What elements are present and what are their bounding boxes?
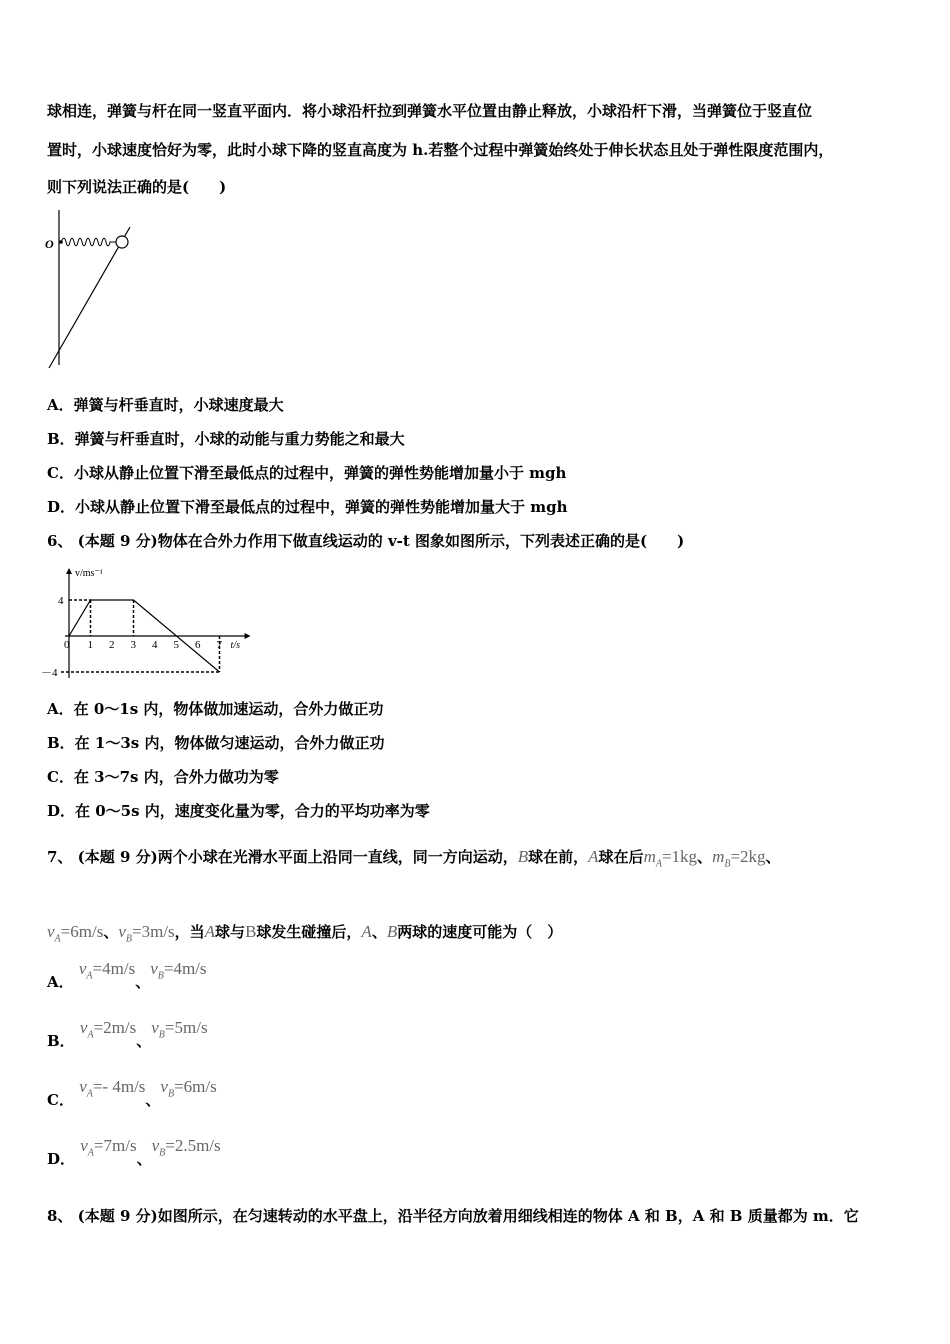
- q7-option-b: B． $v_A=2m/s$、$v_B=5m/s$: [47, 1018, 208, 1050]
- ball-icon: [116, 236, 128, 248]
- math-a: A: [361, 922, 372, 941]
- q7-end: 两球的速度可能为（ ）: [397, 923, 563, 941]
- inclined-rod: [49, 227, 130, 368]
- point-o-label: O: [45, 237, 54, 251]
- math-velocity-b: $v_B=3m/s$: [118, 922, 175, 945]
- x-tick-label: 2: [109, 639, 115, 651]
- q6-option-c: C．在 3～7s 内，合外力做功为零: [47, 768, 279, 786]
- math-mass-a: $m_A=1kg$: [643, 847, 698, 870]
- sep: 、: [371, 923, 387, 941]
- math-mass-b: $m_B=2kg$: [712, 847, 766, 870]
- q5-stem-line-3: 则下列说法正确的是( ): [47, 178, 227, 196]
- spring-rod-figure: [40, 205, 140, 375]
- q7-when: ，当: [174, 923, 205, 941]
- x-axis-label: t/s: [230, 640, 241, 651]
- tick-labels: [41, 595, 223, 679]
- q6-option-b: B．在 1～3s 内，物体做匀速运动，合外力做正功: [47, 734, 385, 752]
- x-tick-label: 4: [152, 639, 158, 651]
- math-b: B: [517, 847, 529, 866]
- x-axis-arrow: [245, 633, 251, 639]
- q7-option-a: A． $v_A=4m/s$、$v_B=4m/s$: [47, 959, 207, 991]
- math-a: A: [204, 922, 216, 941]
- y-axis-label: v/ms⁻¹: [75, 568, 103, 579]
- q6-option-a: A．在 0～1s 内，物体做加速运动，合外力做正功: [47, 700, 384, 718]
- x-tick-label: 6: [195, 639, 201, 651]
- q7-collide: 球发生碰撞后，: [256, 923, 362, 941]
- q5-option-d: D．小球从静止位置下滑至最低点的过程中，弹簧的弹性势能增加量大于 mgh: [47, 498, 568, 516]
- q7-stem-line-1: [47, 847, 781, 874]
- q5-stem-line-2: 置时，小球速度恰好为零，此时小球下降的竖直高度为 h.若整个过程中弹簧始终处于伸长状态且处于弹性限度范围内，: [47, 141, 834, 159]
- q7-stem-line-2: [47, 922, 562, 949]
- q5-option-b: B．弹簧与杆垂直时，小球的动能与重力势能之和最大: [47, 430, 405, 448]
- q7-option-c: C． $v_A=-$ 4m/s、$v_B=6m/s$: [47, 1077, 217, 1109]
- sep: 、: [103, 923, 119, 941]
- math-velocity-a: $v_A=6m/s$: [47, 922, 104, 945]
- q7-a-back: 球在后: [598, 848, 644, 866]
- math-b: B: [245, 922, 257, 941]
- sep: 、: [765, 848, 781, 866]
- vt-graph: [40, 560, 270, 685]
- q7-option-d: D． $v_A=7m/s$、$v_B=2.5m/s$: [47, 1136, 221, 1168]
- y-tick-label: 4: [58, 595, 64, 607]
- q8-stem: 8、 (本题 9 分)如图所示，在匀速转动的水平盘上，沿半径方向放着用细线相连的物体 A 和 B，A 和 B 质量都为 m．它: [47, 1207, 859, 1225]
- q5-stem-line-1: 球相连，弹簧与杆在同一竖直平面内．将小球沿杆拉到弹簧水平位置由静止释放，小球沿杆下滑，当弹簧位于竖直位: [47, 102, 813, 120]
- y-tick-label: －4: [41, 667, 58, 679]
- x-tick-label: 7: [216, 639, 222, 651]
- math-a: A: [588, 847, 599, 866]
- x-tick-label: 3: [130, 639, 136, 651]
- q6-option-d: D．在 0～5s 内，速度变化量为零，合力的平均功率为零: [47, 802, 430, 820]
- math-b: B: [386, 922, 398, 941]
- x-tick-label: 0: [64, 639, 70, 651]
- q7-b-front: 球在前，: [528, 848, 589, 866]
- x-tick-label: 5: [173, 639, 179, 651]
- y-axis-arrow: [66, 568, 72, 574]
- sep: 、: [697, 848, 713, 866]
- x-tick-label: 1: [87, 639, 93, 651]
- q5-option-c: C．小球从静止位置下滑至最低点的过程中，弹簧的弹性势能增加量小于 mgh: [47, 464, 567, 482]
- spring-icon: [61, 238, 116, 246]
- q7-ball-and: 球与: [215, 923, 246, 941]
- q5-option-a: A．弹簧与杆垂直时，小球速度最大: [47, 396, 284, 414]
- q7-stem-prefix: 7、 (本题 9 分)两个小球在光滑水平面上沿同一直线，同一方向运动，: [47, 848, 518, 866]
- q6-stem: 6、 (本题 9 分)物体在合外力作用下做直线运动的 v-t 图象如图所示，下列表述正确的是( ): [47, 532, 685, 550]
